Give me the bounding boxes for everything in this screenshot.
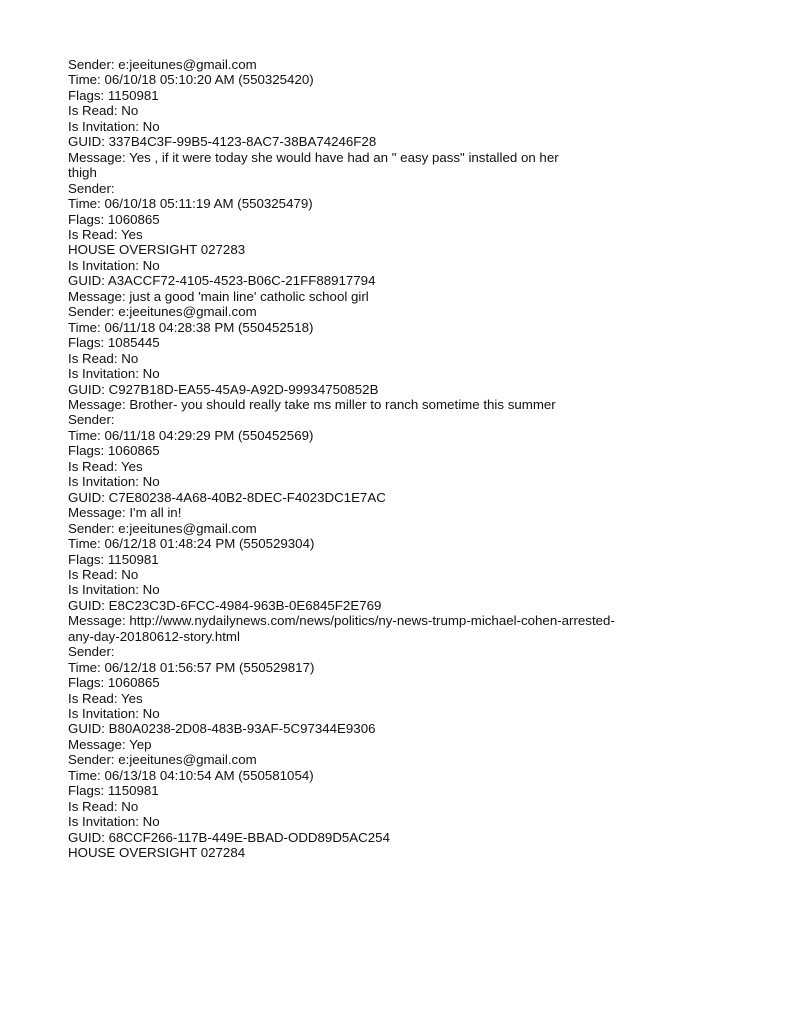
sender-line: Sender: e:jeeitunes@gmail.com [68, 304, 257, 320]
flags-line: Flags: 1060865 [68, 211, 160, 227]
sender-line: Sender: [68, 180, 115, 196]
time-line: Time: 06/10/18 05:11:19 AM (550325479) [68, 196, 313, 212]
sender-line: Sender: [68, 644, 115, 660]
is-read-line: Is Read: Yes [68, 690, 143, 706]
bates-stamp: HOUSE OVERSIGHT 027284 [68, 845, 246, 861]
message-continuation-line: thigh [68, 165, 97, 181]
time-line: Time: 06/12/18 01:48:24 PM (550529304) [68, 536, 315, 552]
guid-line: GUID: 337B4C3F-99B5-4123-8AC7-38BA74246F28 [68, 134, 377, 150]
is-read-line: Is Read: No [68, 103, 139, 119]
sender-line: Sender: e:jeeitunes@gmail.com [68, 752, 257, 768]
guid-line: GUID: A3ACCF72-4105-4523-B06C-21FF88917794 [68, 273, 376, 289]
message-line: Message: Yep [68, 736, 152, 752]
flags-line: Flags: 1150981 [68, 87, 159, 103]
sender-line: Sender: e:jeeitunes@gmail.com [68, 57, 257, 72]
is-read-line: Is Read: Yes [68, 458, 143, 474]
time-line: Time: 06/12/18 01:56:57 PM (550529817) [68, 659, 315, 675]
sender-line: Sender: e:jeeitunes@gmail.com [68, 520, 257, 536]
time-line: Time: 06/11/18 04:29:29 PM (550452569) [68, 427, 314, 443]
flags-line: Flags: 1060865 [68, 443, 160, 459]
sender-line: Sender: [68, 412, 115, 428]
message-line: Message: http://www.nydailynews.com/news/politics/ny-news-trump-michael-cohen-arrested- [68, 613, 615, 629]
message-line: Message: just a good 'main line' catholic school girl [68, 288, 369, 304]
is-invitation-line: Is Invitation: No [68, 257, 160, 273]
document-body [68, 57, 728, 861]
is-read-line: Is Read: No [68, 798, 139, 814]
guid-line: GUID: E8C23C3D-6FCC-4984-963B-0E6845F2E769 [68, 597, 382, 613]
guid-line: GUID: C927B18D-EA55-45A9-A92D-99934750852B [68, 381, 379, 397]
time-line: Time: 06/11/18 04:28:38 PM (550452518) [68, 319, 314, 335]
is-invitation-line: Is Invitation: No [68, 474, 160, 490]
is-invitation-line: Is Invitation: No [68, 706, 160, 722]
flags-line: Flags: 1150981 [68, 551, 159, 567]
message-continuation-line: any-day-20180612-story.html [68, 628, 240, 644]
time-line: Time: 06/10/18 05:10:20 AM (550325420) [68, 72, 314, 88]
guid-line: GUID: C7E80238-4A68-40B2-8DEC-F4023DC1E7AC [68, 489, 386, 505]
guid-line: GUID: B80A0238-2D08-483B-93AF-5C97344E9306 [68, 721, 376, 737]
flags-line: Flags: 1060865 [68, 675, 160, 691]
message-line: Message: Brother- you should really take ms miller to ranch sometime this summer [68, 396, 556, 412]
bates-stamp: HOUSE OVERSIGHT 027283 [68, 242, 246, 258]
message-line: Message: I'm all in! [68, 505, 182, 521]
flags-line: Flags: 1150981 [68, 783, 159, 799]
is-read-line: Is Read: No [68, 350, 139, 366]
is-invitation-line: Is Invitation: No [68, 582, 160, 598]
message-line: Message: Yes , if it were today she would have had an " easy pass" installed on her [68, 149, 559, 165]
guid-line: GUID: 68CCF266-117B-449E-BBAD-ODD89D5AC254 [68, 829, 390, 845]
is-invitation-line: Is Invitation: No [68, 118, 160, 134]
is-invitation-line: Is Invitation: No [68, 366, 160, 382]
time-line: Time: 06/13/18 04:10:54 AM (550581054) [68, 767, 314, 783]
is-invitation-line: Is Invitation: No [68, 814, 160, 830]
flags-line: Flags: 1085445 [68, 335, 160, 351]
is-read-line: Is Read: Yes [68, 226, 143, 242]
is-read-line: Is Read: No [68, 566, 139, 582]
